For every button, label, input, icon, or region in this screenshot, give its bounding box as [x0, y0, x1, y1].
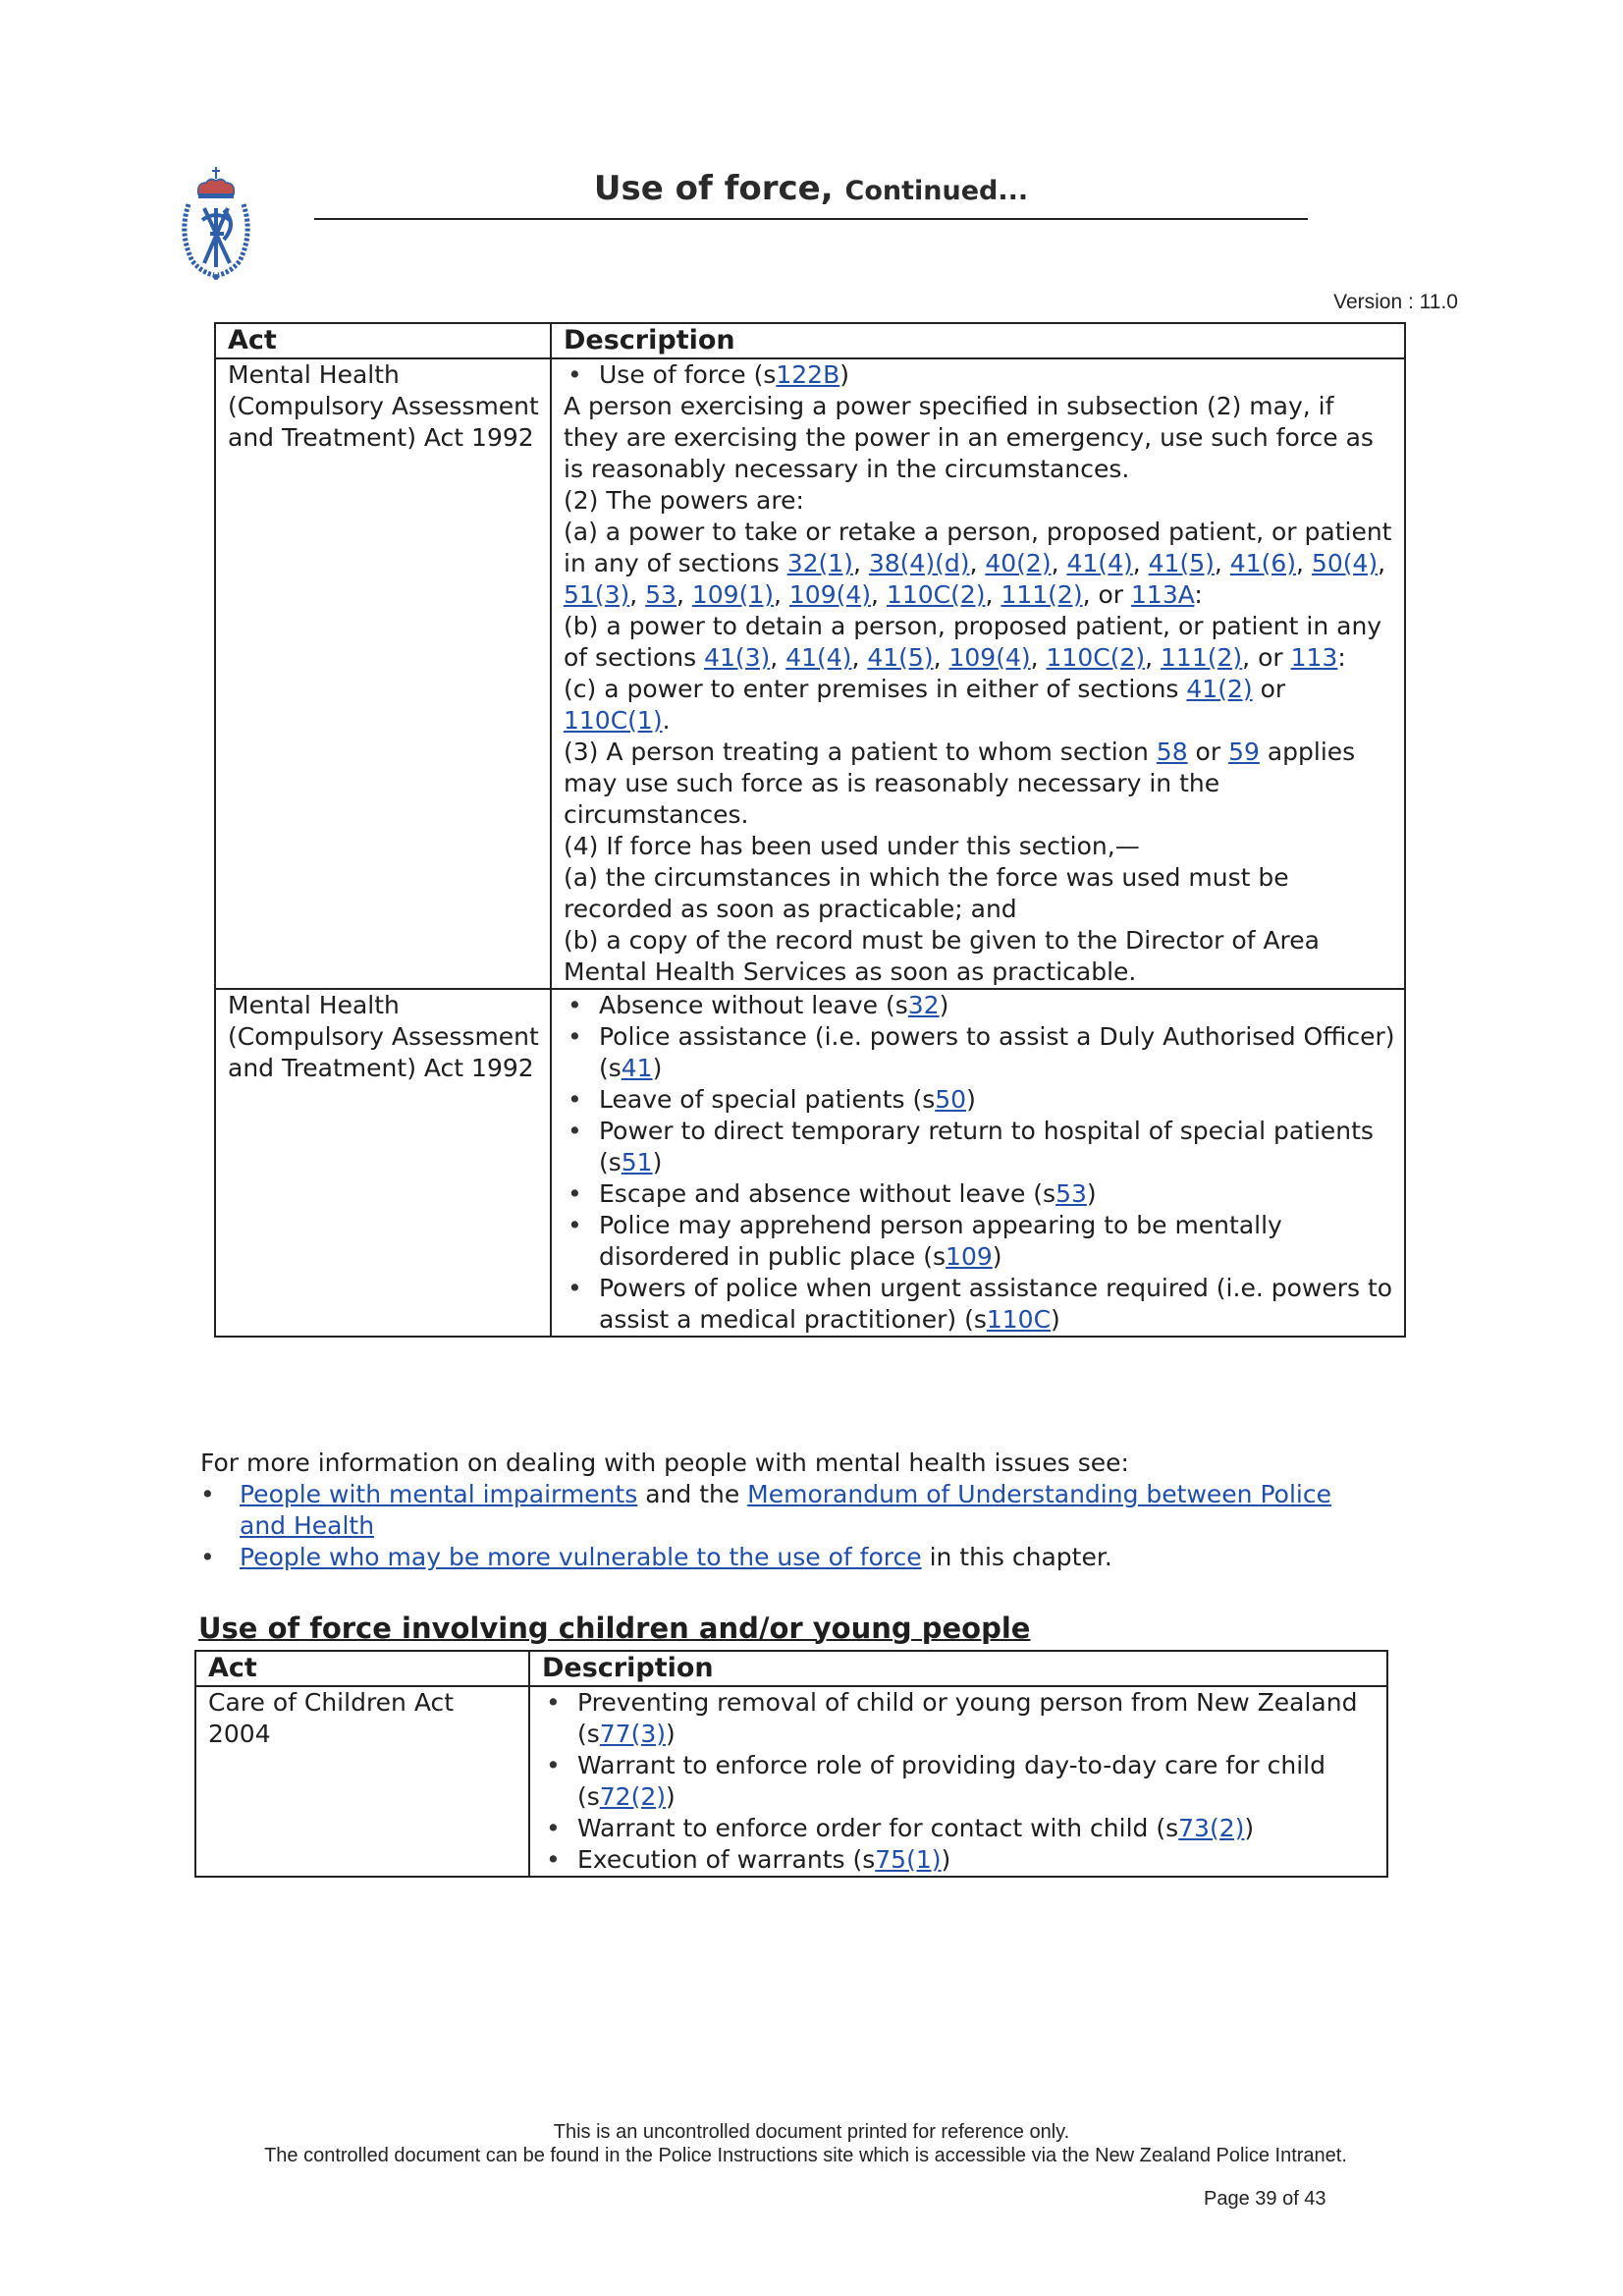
section-link[interactable]: 51(3): [564, 580, 630, 609]
mental-health-acts-table: [214, 322, 1406, 1338]
page-number: Page 39 of 43: [1204, 2188, 1326, 2210]
paragraph-4b: (b) a copy of the record must be given to the Director of Area Mental Health Services as soon as practicable.: [564, 926, 1320, 986]
list-item: • People with mental impairments and the Memorandum of Understanding between Police and Health: [200, 1479, 1379, 1542]
section-link[interactable]: 58: [1156, 738, 1188, 766]
section-link[interactable]: 109(4): [788, 580, 872, 609]
paragraph-b: (b) a power to detain a person, proposed patient, or patient in any of sections 41(3), 41(4), 41(5), 109(4), 110C(2), 111(2), or 113:: [564, 612, 1382, 672]
bullet-list: [564, 990, 1396, 1336]
section-link[interactable]: 113: [1290, 643, 1338, 672]
title-divider: [314, 218, 1308, 220]
list-item: • People who may be more vulnerable to the use of force in this chapter.: [200, 1542, 1379, 1573]
section-link[interactable]: 32(1): [786, 549, 853, 577]
section-link[interactable]: 110C: [986, 1305, 1052, 1334]
section-link[interactable]: 111(2): [1161, 643, 1243, 672]
section-link[interactable]: 109: [946, 1242, 993, 1271]
vulnerable-people-link[interactable]: People who may be more vulnerable to the use of force: [240, 1543, 922, 1571]
footer-disclaimer-line2: The controlled document can be found in the Police Instructions site which is accessible via the New Zealand Police Intranet.: [264, 2145, 1347, 2166]
section-link[interactable]: 41(5): [1148, 549, 1215, 577]
section-link[interactable]: 113A: [1131, 580, 1195, 609]
section-link[interactable]: 41(4): [785, 643, 852, 672]
paragraph-c: (c) a power to enter premises in either of sections 41(2) or 110C(1).: [564, 675, 1286, 735]
act-cell: Mental Health (Compulsory Assessment and Treatment) Act 1992: [215, 989, 551, 1337]
column-header-description: Description: [551, 323, 1405, 358]
paragraph: (2) The powers are:: [564, 486, 804, 515]
section-link[interactable]: 50(4): [1311, 549, 1379, 577]
column-header-description: Description: [529, 1651, 1387, 1686]
section-link[interactable]: 53: [645, 580, 676, 609]
table-header-row: [215, 323, 1405, 358]
description-cell: [551, 989, 1405, 1337]
table-row: [215, 358, 1405, 989]
more-info-list: [200, 1479, 1379, 1573]
section-link[interactable]: 75(1): [875, 1845, 942, 1874]
column-header-act: Act: [215, 323, 551, 358]
paragraph: A person exercising a power specified in subsection (2) may, if they are exercising the power in an emergency, use such force as is reasonably necessary in the circumstances.: [564, 392, 1374, 483]
list-item: • Warrant to enforce role of providing day-to-day care for child (s72(2)): [542, 1750, 1379, 1813]
bullet-list: [542, 1687, 1379, 1876]
list-item: • Warrant to enforce order for contact with child (s73(2)): [542, 1813, 1379, 1844]
bullet-list: [564, 359, 1396, 391]
title-continued: Continued...: [844, 176, 1029, 206]
act-cell: Mental Health (Compulsory Assessment and Treatment) Act 1992: [215, 358, 551, 989]
paragraph-4a: (a) the circumstances in which the force was used must be recorded as soon as practicable; and: [564, 863, 1289, 923]
description-cell: [529, 1686, 1387, 1877]
nz-police-crest-icon: [175, 165, 257, 285]
list-item: • Leave of special patients (s50): [564, 1084, 1396, 1116]
more-information-section: [200, 1448, 1379, 1573]
children-acts-table: [194, 1650, 1388, 1878]
list-item: • Preventing removal of child or young person from New Zealand (s77(3)): [542, 1687, 1379, 1750]
section-link[interactable]: 41(4): [1066, 549, 1133, 577]
section-link[interactable]: 41(6): [1229, 549, 1297, 577]
section-link[interactable]: 41(3): [704, 643, 771, 672]
description-cell: [551, 358, 1405, 989]
section-link[interactable]: 59: [1228, 738, 1260, 766]
list-item: • Absence without leave (s32): [564, 990, 1396, 1021]
section-link[interactable]: 109(1): [691, 580, 774, 609]
more-info-intro: For more information on dealing with people with mental health issues see:: [200, 1449, 1129, 1477]
section-link[interactable]: 72(2): [599, 1782, 667, 1811]
list-item: • Escape and absence without leave (s53): [564, 1178, 1396, 1210]
section-link[interactable]: 40(2): [985, 549, 1052, 577]
memorandum-of-understanding-link[interactable]: Memorandum of Understanding between Police and Health: [240, 1480, 1331, 1540]
list-item: • Power to direct temporary return to hospital of special patients (s51): [564, 1116, 1396, 1178]
section-link[interactable]: 32: [907, 991, 940, 1019]
footer-disclaimer-line1: This is an uncontrolled document printed for reference only.: [553, 2121, 1070, 2143]
list-item: • Police may apprehend person appearing to be mentally disordered in public place (s109): [564, 1210, 1396, 1273]
paragraph-4: (4) If force has been used under this section,—: [564, 832, 1140, 860]
title-main: Use of force,: [593, 169, 834, 208]
paragraph-3: (3) A person treating a patient to whom section 58 or 59 applies may use such force as is reasonably necessary in the circumstances.: [564, 738, 1356, 829]
section-link[interactable]: 109(4): [948, 643, 1031, 672]
section-link[interactable]: 41(2): [1186, 675, 1253, 703]
list-item: • Police assistance (i.e. powers to assist a Duly Authorised Officer) (s41): [564, 1021, 1396, 1084]
people-with-mental-impairments-link[interactable]: People with mental impairments: [240, 1480, 638, 1508]
section-link[interactable]: 110C(2): [1046, 643, 1146, 672]
list-item: • Execution of warrants (s75(1)): [542, 1844, 1379, 1876]
section-link[interactable]: 77(3): [599, 1720, 667, 1748]
section-link[interactable]: 73(2): [1178, 1814, 1245, 1842]
section-link[interactable]: 51: [621, 1148, 653, 1176]
list-item: • Use of force (s122B): [564, 359, 1396, 391]
table-header-row: [195, 1651, 1387, 1686]
section-heading: Use of force involving children and/or young people: [198, 1612, 1031, 1645]
section-link[interactable]: 111(2): [1001, 580, 1083, 609]
section-link[interactable]: 122B: [776, 360, 840, 389]
section-link[interactable]: 38(4)(d): [868, 549, 970, 577]
page-title: [314, 167, 1308, 213]
section-link[interactable]: 41: [621, 1054, 653, 1082]
section-link[interactable]: 50: [935, 1085, 967, 1114]
version-label: Version : 11.0: [1333, 291, 1458, 313]
list-item: • Powers of police when urgent assistance required (i.e. powers to assist a medical practitioner) (s110C): [564, 1273, 1396, 1336]
table-row: [195, 1686, 1387, 1877]
act-cell: Care of Children Act 2004: [195, 1686, 529, 1877]
table-row: [215, 989, 1405, 1337]
section-link[interactable]: 110C(2): [886, 580, 986, 609]
section-link[interactable]: 41(5): [867, 643, 934, 672]
section-link[interactable]: 110C(1): [564, 706, 663, 735]
column-header-act: Act: [195, 1651, 529, 1686]
section-link[interactable]: 53: [1055, 1179, 1087, 1208]
paragraph-a: (a) a power to take or retake a person, proposed patient, or patient in any of sections 32(1), 38(4)(d), 40(2), 41(4), 41(5), 41(6), 50(4), 51(3), 53, 109(1), 109(4), 110C(2), 111(2), or 113A:: [564, 518, 1392, 609]
